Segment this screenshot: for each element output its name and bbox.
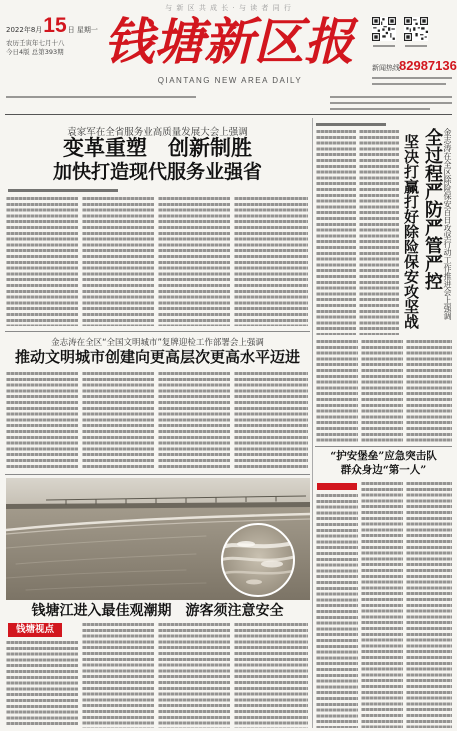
section-divider bbox=[5, 331, 310, 332]
publisher-info bbox=[6, 96, 196, 98]
lead-title-line2: 加快打造现代服务业强省 bbox=[52, 161, 262, 183]
tide-title: 钱塘江进入最佳观潮期 游客须注意安全 bbox=[31, 603, 284, 619]
byline bbox=[316, 123, 386, 126]
qr-code bbox=[372, 17, 396, 41]
lead-title-line1: 变革重塑 创新制胜 bbox=[63, 135, 252, 160]
publisher-info bbox=[330, 108, 430, 110]
issue-date bbox=[6, 14, 98, 38]
article-body-text bbox=[6, 197, 78, 326]
article-body-text bbox=[234, 623, 308, 728]
lunar-date: 农历壬寅年七月十八 bbox=[6, 39, 65, 47]
hotline-number: 82987136 bbox=[399, 58, 457, 73]
issue-number: 今日4版 总第393期 bbox=[6, 48, 64, 56]
tide-photo bbox=[6, 478, 310, 600]
article-body-text bbox=[82, 372, 154, 470]
article-body-text bbox=[158, 197, 230, 326]
masthead-title: 钱塘新区报 bbox=[104, 12, 354, 71]
section-divider bbox=[5, 474, 310, 475]
date-year-month: 2022年8月 bbox=[6, 26, 43, 34]
lead-kicker: 袁家军在全省服务业高质量发展大会上强调 bbox=[67, 127, 248, 138]
article-body-text bbox=[359, 130, 399, 335]
article-body-text bbox=[316, 340, 358, 442]
hotline-label: 新闻热线 bbox=[372, 64, 400, 72]
emergency-title-line1: “护安堡垒”应急突击队 bbox=[330, 450, 437, 462]
masthead-english: QIANTANG NEW AREA DAILY bbox=[157, 76, 303, 85]
byline-marker bbox=[317, 483, 357, 490]
article-body-text bbox=[234, 197, 308, 326]
article-body-text bbox=[406, 482, 452, 728]
section-tag: 钱塘视点 bbox=[8, 623, 62, 637]
civilization-kicker: 金志涛在全区“全国文明城市”复牌迎检工作部署会上强调 bbox=[51, 338, 264, 348]
article-body-text bbox=[361, 340, 403, 442]
article-body-text bbox=[6, 641, 78, 728]
article-body-text bbox=[316, 130, 356, 335]
civilization-title: 推动文明城市创建向更高层次更高水平迈进 bbox=[14, 348, 300, 366]
byline bbox=[8, 189, 118, 192]
article-body-text bbox=[158, 372, 230, 470]
safety-title-col1: 全过程严防严管严控 bbox=[422, 128, 443, 290]
emergency-title-line2: 群众身边“第一人” bbox=[340, 464, 427, 476]
qr-code bbox=[404, 17, 428, 41]
section-divider bbox=[315, 446, 452, 447]
qr-caption bbox=[405, 45, 427, 47]
article-body-text bbox=[158, 623, 230, 728]
date-weekday: 日 星期一 bbox=[67, 26, 98, 34]
article-body-text bbox=[361, 482, 403, 728]
qr-caption bbox=[373, 45, 395, 47]
article-body-text bbox=[82, 623, 154, 728]
article-body-text bbox=[82, 197, 154, 326]
publisher-info bbox=[372, 83, 446, 85]
masthead-motto: 与 新 区 共 成 长 · 与 读 者 同 行 bbox=[165, 4, 292, 12]
header-divider bbox=[5, 114, 452, 115]
safety-kicker: 金志涛在全区除险保安百日攻坚行动工作推进会上强调 bbox=[443, 128, 452, 320]
article-body-text bbox=[316, 494, 358, 728]
publisher-info bbox=[330, 102, 452, 104]
article-body-text bbox=[406, 340, 452, 442]
publisher-info bbox=[330, 96, 452, 98]
article-body-text bbox=[6, 372, 78, 470]
publisher-info bbox=[372, 77, 452, 79]
date-day: 15 bbox=[43, 14, 67, 37]
article-body-text bbox=[234, 372, 308, 470]
safety-title-col2: 坚决打赢打好除险保安攻坚战 bbox=[402, 134, 420, 329]
column-divider bbox=[312, 118, 313, 728]
